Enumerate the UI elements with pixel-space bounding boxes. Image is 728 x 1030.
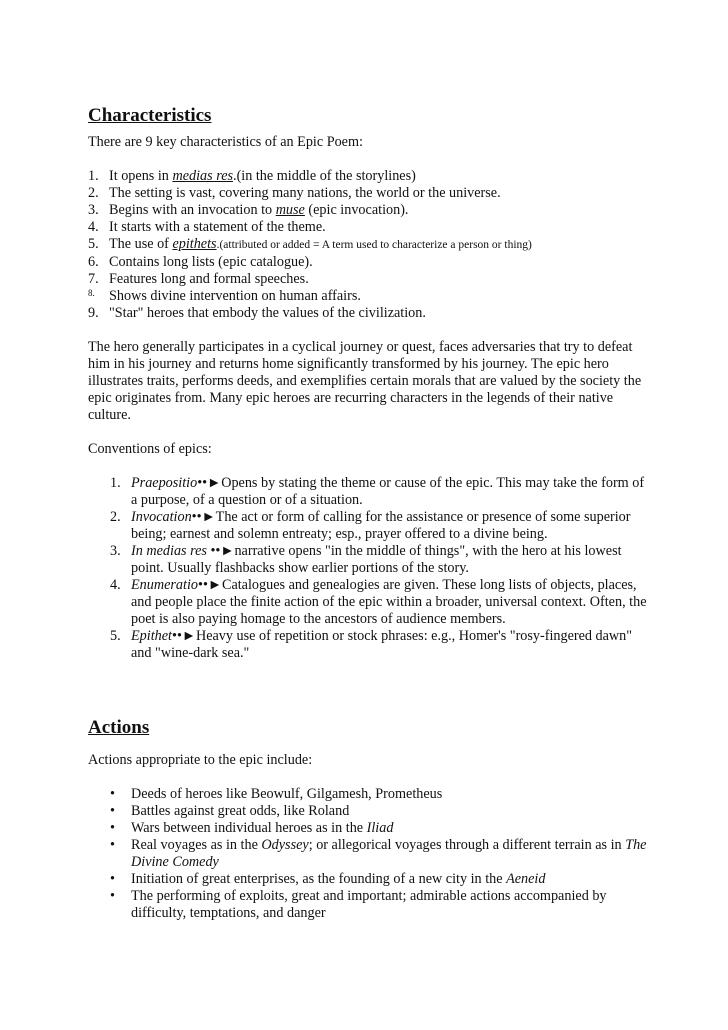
- bullet-icon: •: [110, 820, 115, 836]
- arrow-icon: ••►: [197, 475, 222, 491]
- characteristics-intro: There are 9 key characteristics of an Epic Poem:: [88, 134, 363, 150]
- list-item: • Deeds of heroes like Beowulf, Gilgamesh, Prometheus: [110, 786, 443, 802]
- arrow-icon: ••►: [198, 577, 222, 593]
- arrow-icon: ••►: [191, 509, 216, 525]
- list-item: • The performing of exploits, great and important; admirable actions accompanied by difficulty, temptations, and danger: [110, 888, 607, 921]
- list-item: 4. Enumeratio••►Catalogues and genealogies are given. These long lists of objects, places, and people place the finite action of the epic within a broader, universal context. Often, the poet is also paying homage to the ancestors of audience members.: [110, 577, 647, 627]
- list-item: 5. The use of epithets.(attributed or added = A term used to characterize a person or thing): [88, 236, 532, 252]
- list-item: 3. Begins with an invocation to muse (epic invocation).: [88, 202, 409, 218]
- list-item: 2. Invocation••►The act or form of calling for the assistance or presence of some superior being; earnest and solemn entreaty; esp., prayer offered to a divine being.: [110, 509, 631, 542]
- conventions-list: [110, 475, 648, 662]
- list-item: 2. The setting is vast, covering many nations, the world or the universe.: [88, 185, 501, 201]
- document-page: [88, 104, 648, 922]
- list-item: 8. Shows divine intervention on human affairs.: [88, 288, 361, 304]
- list-item: 7. Features long and formal speeches.: [88, 271, 309, 287]
- actions-intro: Actions appropriate to the epic include:: [88, 752, 313, 768]
- list-item: 1. Praepositio••►Opens by stating the theme or cause of the epic. This may take the form of a purpose, of a question or of a situation.: [110, 475, 645, 508]
- list-item: • Initiation of great enterprises, as the founding of a new city in the Aeneid: [110, 871, 546, 887]
- list-item: 6. Contains long lists (epic catalogue).: [88, 254, 313, 270]
- arrow-icon: ••►: [206, 543, 235, 559]
- bullet-icon: •: [110, 888, 115, 904]
- list-item: • Wars between individual heroes as in the Iliad: [110, 820, 394, 836]
- list-item: 9. "Star" heroes that embody the values of the civilization.: [88, 305, 426, 321]
- hero-paragraph: The hero generally participates in a cyclical journey or quest, faces adversaries that try to defeat him in his journey and returns home significantly transformed by his journey. The epic hero illustrates traits, performs deeds, and exemplifies certain morals that are valued by the society the epic originates from. Many epic heroes are recurring characters in the legends of their native culture.: [88, 339, 642, 423]
- list-item: 1. It opens in medias res.(in the middle of the storylines): [88, 168, 416, 184]
- list-item: 5. Epithet••►Heavy use of repetition or stock phrases: e.g., Homer's "rosy-fingered dawn" and "wine-dark sea.": [110, 628, 633, 661]
- actions-list: [110, 786, 648, 922]
- list-item: 3. In medias res ••►narrative opens "in the middle of things", with the hero at his lowest point. Usually flashbacks show earlier portions of the story.: [110, 543, 622, 576]
- bullet-icon: •: [110, 871, 115, 887]
- bullet-icon: •: [110, 803, 115, 819]
- list-item: 4. It starts with a statement of the theme.: [88, 219, 326, 235]
- bullet-icon: •: [110, 837, 115, 853]
- conventions-intro: Conventions of epics:: [88, 441, 212, 457]
- characteristics-list: [88, 168, 648, 322]
- list-item: • Battles against great odds, like Roland: [110, 803, 350, 819]
- characteristics-heading: Characteristics: [88, 105, 212, 126]
- arrow-icon: ••►: [171, 628, 196, 644]
- actions-heading: Actions: [88, 717, 150, 738]
- bullet-icon: •: [110, 786, 115, 802]
- list-item: • Real voyages as in the Odyssey; or allegorical voyages through a different terrain as in The Divine Comedy: [110, 837, 647, 870]
